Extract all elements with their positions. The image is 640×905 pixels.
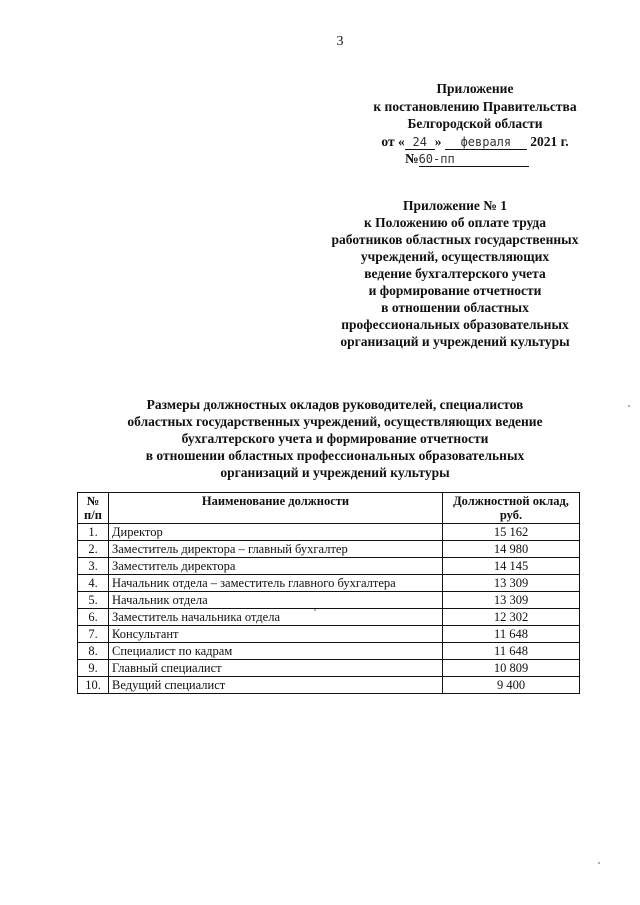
appendix-1-line: организаций и учреждений культуры — [340, 334, 570, 349]
row-position: Заместитель начальника отдела — [109, 609, 443, 626]
row-salary: 9 400 — [443, 677, 580, 694]
row-salary: 15 162 — [443, 524, 580, 541]
row-num: 8. — [78, 643, 109, 660]
table-row — [78, 626, 580, 643]
appendix-line-2: Белгородской области — [407, 116, 543, 131]
row-salary: 14 980 — [443, 541, 580, 558]
table-row — [78, 592, 580, 609]
page-number: 3 — [336, 34, 344, 49]
header-salary: Должностной оклад, руб. — [443, 493, 580, 524]
number-value: 60-пп — [419, 152, 529, 167]
table-row — [78, 643, 580, 660]
row-salary: 13 309 — [443, 592, 580, 609]
row-num: 9. — [78, 660, 109, 677]
row-salary: 13 309 — [443, 575, 580, 592]
row-num: 5. — [78, 592, 109, 609]
row-position: Заместитель директора — [109, 558, 443, 575]
title-line: областных государственных учреждений, осуществляющих ведение — [127, 414, 543, 429]
appendix-1-line: ведение бухгалтерского учета — [364, 266, 546, 281]
number-sign: № — [405, 151, 419, 166]
date-day: 24 — [405, 135, 435, 150]
title-line: организаций и учреждений культуры — [220, 465, 450, 480]
scan-speck — [628, 405, 630, 407]
row-num: 10. — [78, 677, 109, 694]
appendix-1-line: профессиональных образовательных — [341, 317, 569, 332]
table-row — [78, 609, 580, 626]
row-position: Главный специалист — [109, 660, 443, 677]
document-title — [100, 396, 570, 481]
row-position: Директор — [109, 524, 443, 541]
row-num: 6. — [78, 609, 109, 626]
table-row — [78, 558, 580, 575]
table-row — [78, 660, 580, 677]
title-line: в отношении областных профессиональных образовательных — [145, 448, 525, 463]
date-month: февраля — [445, 135, 527, 150]
appendix-line-1: к постановлению Правительства — [373, 98, 577, 114]
row-salary: 10 809 — [443, 660, 580, 677]
table-header-row — [78, 493, 580, 524]
table-row — [78, 575, 580, 592]
appendix-header — [355, 80, 595, 168]
appendix-1-line: к Положению об оплате труда — [363, 215, 547, 230]
appendix-1-line: и формирование отчетности — [368, 283, 542, 298]
date-prefix: от « — [381, 133, 405, 149]
row-num: 1. — [78, 524, 109, 541]
row-salary: 12 302 — [443, 609, 580, 626]
appendix-date — [355, 133, 595, 151]
row-num: 2. — [78, 541, 109, 558]
title-line: Размеры должностных окладов руководителей, специалистов — [146, 397, 524, 412]
table-row — [78, 677, 580, 694]
table-row — [78, 541, 580, 558]
appendix-title: Приложение — [436, 81, 514, 96]
date-mid: » — [434, 133, 442, 149]
appendix-1-line: учреждений, осуществляющих — [360, 249, 550, 264]
row-position: Начальник отдела — [109, 592, 443, 609]
row-salary: 11 648 — [443, 643, 580, 660]
row-position: Начальник отдела – заместитель главного бухгалтера — [109, 575, 443, 592]
appendix-1-line: работников областных государственных — [331, 232, 579, 247]
row-position: Заместитель директора – главный бухгалтер — [109, 541, 443, 558]
row-num: 7. — [78, 626, 109, 643]
appendix-number — [355, 150, 595, 168]
date-year: 2021 г. — [530, 133, 569, 149]
row-num: 4. — [78, 575, 109, 592]
row-position: Ведущий специалист — [109, 677, 443, 694]
title-line: бухгалтерского учета и формирование отчетности — [181, 431, 489, 446]
header-position: Наименование должности — [109, 493, 443, 524]
row-salary: 11 648 — [443, 626, 580, 643]
table-row — [78, 524, 580, 541]
header-num: № п/п — [78, 493, 109, 524]
row-salary: 14 145 — [443, 558, 580, 575]
appendix-1-line: Приложение № 1 — [403, 198, 507, 213]
row-position: Специалист по кадрам — [109, 643, 443, 660]
row-position: Консультант — [109, 626, 443, 643]
scan-speck — [314, 609, 316, 611]
appendix-1-block — [310, 197, 600, 350]
row-num: 3. — [78, 558, 109, 575]
salary-table — [77, 492, 580, 694]
scan-speck — [598, 862, 600, 864]
appendix-1-line: в отношении областных — [381, 300, 529, 315]
